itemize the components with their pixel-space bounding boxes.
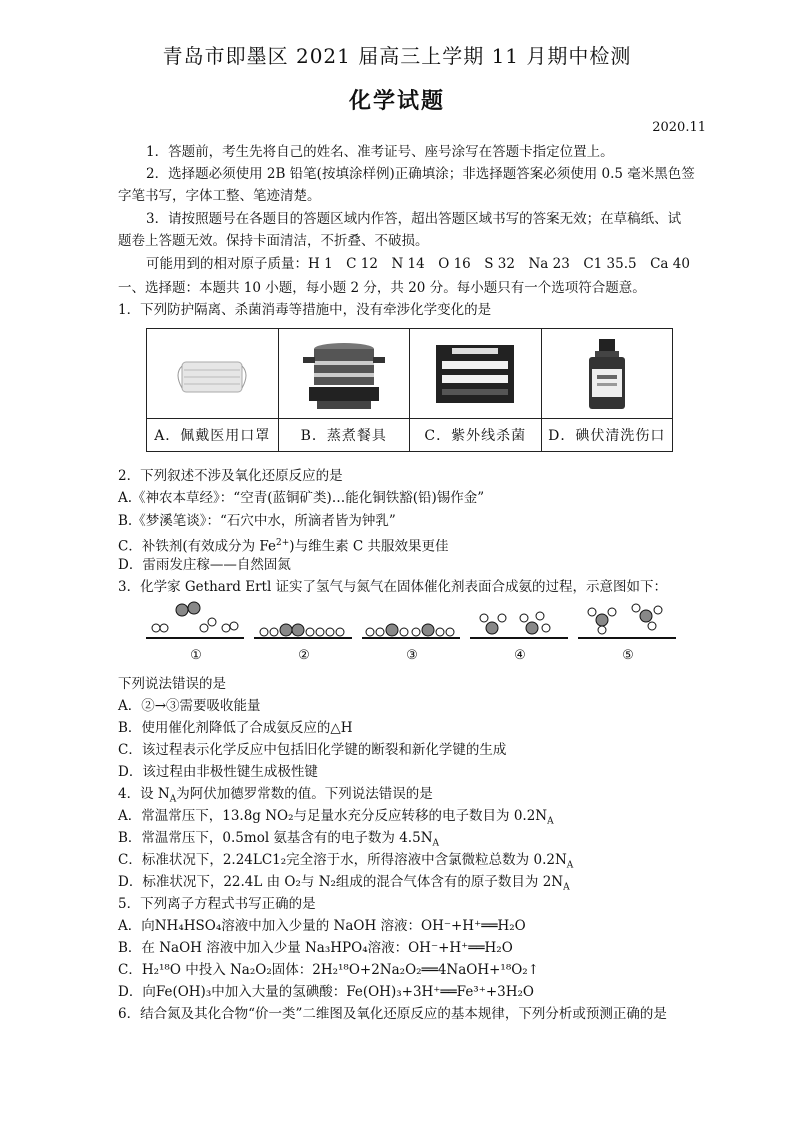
- q4-option-b-text: B．常温常压下，0.5mol 氨基含有的电子数为 4.5N: [118, 830, 433, 846]
- q2-option-c-text1: C．补铁剂(有效成分为 Fe: [118, 538, 277, 555]
- ammonia-synthesis-diagram: [146, 598, 676, 668]
- q4-option-a: [118, 807, 554, 831]
- q1-option-b-cell: [279, 329, 411, 451]
- q3-option-c: C．该过程表示化学反应中包括旧化学键的断裂和新化学键的生成: [118, 742, 507, 758]
- q4-stem-sub: A: [169, 794, 177, 805]
- q1-option-c: C．紫外线杀菌: [410, 418, 541, 451]
- q1-option-d-cell: [542, 329, 673, 451]
- q4-option-d-sub: A: [563, 882, 570, 893]
- diagram-step-5-label: ⑤: [622, 648, 634, 663]
- q4-option-b-sub: A: [432, 838, 440, 849]
- instruction-3-cont: 题卷上答题无效。保持卡面清洁，不折叠、不破损。: [118, 233, 429, 249]
- diagram-step-3: [362, 598, 462, 668]
- q2-option-a: A.《神农本草经》：“空青(蓝铜矿类)…能化铜铁豁(铅)锡作金”: [118, 490, 485, 506]
- q2-option-b: B.《梦溪笔谈》：“石穴中水，所滴者皆为钟乳”: [118, 513, 396, 529]
- instruction-2: 2．选择题必须使用 2B 铅笔(按填涂样例)正确填涂；非选择题答案必须使用 0.5 毫米黑色签: [146, 166, 695, 182]
- q5-stem: 5．下列离子方程式书写正确的是: [118, 896, 316, 912]
- q3-option-a: A．②→③需要吸收能量: [118, 698, 261, 714]
- q2-stem: 2．下列叙述不涉及氧化还原反应的是: [118, 468, 343, 484]
- q4-stem-text1: 4．设 N: [118, 786, 170, 802]
- instruction-3: 3．请按照题号在各题目的答题区域内作答，超出答题区域书写的答案无效；在草稿纸、试: [146, 211, 682, 227]
- diagram-step-5: [578, 598, 678, 668]
- iodophor-bottle-image: [542, 329, 673, 419]
- diagram-step-4-label: ④: [514, 648, 526, 663]
- q4-option-a-sub: A: [547, 816, 554, 827]
- q3-lead: 下列说法错误的是: [118, 676, 226, 692]
- q3-option-b: B．使用催化剂降低了合成氨反应的△H: [118, 720, 353, 736]
- q2-option-c-text2: )与维生素 C 共服效果更佳: [289, 538, 449, 555]
- diagram-step-4: [470, 598, 570, 668]
- q2-option-d: D．雷雨发庄稼——自然固氮: [118, 557, 291, 573]
- q1-options-table: [146, 328, 673, 452]
- instruction-1: 1．答题前，考生先将自己的姓名、准考证号、座号涂写在答题卡指定位置上。: [146, 144, 614, 160]
- q1-option-c-cell: [410, 329, 542, 451]
- q2-option-c-charge: 2+: [276, 538, 290, 548]
- q6-stem: 6．结合氮及其化合物“价一类”二维图及氧化还原反应的基本规律，下列分析或预测正确的是: [118, 1006, 667, 1022]
- section-heading: 一、选择题：本题共 10 小题，每小题 2 分，共 20 分。每小题只有一个选项符合题意。: [118, 280, 646, 296]
- steamer-image: [279, 329, 410, 419]
- q3-option-d: D．该过程由非极性键生成极性键: [118, 764, 318, 780]
- q2-option-c: [118, 534, 448, 556]
- uv-lamp-image: [410, 329, 541, 419]
- q1-option-a: A．佩戴医用口罩: [147, 418, 278, 451]
- diagram-step-1: [146, 598, 246, 668]
- q5-option-c: C．H₂¹⁸O 中投入 Na₂O₂固体：2H₂¹⁸O+2Na₂O₂══4NaOH+¹⁸O₂↑: [118, 962, 540, 978]
- q4-stem: [118, 785, 433, 809]
- q1-stem: 1．下列防护隔离、杀菌消毒等措施中，没有牵涉化学变化的是: [118, 302, 492, 318]
- q4-option-d: [118, 873, 570, 897]
- q5-option-d: D．向Fe(OH)₃中加入大量的氢碘酸：Fe(OH)₃+3H⁺══Fe³⁺+3H₂O: [118, 984, 534, 1000]
- subject-title: 化学试题: [348, 88, 445, 114]
- q4-option-d-text: D．标准状况下，22.4L 由 O₂与 N₂组成的混合气体含有的原子数目为 2N: [118, 874, 564, 890]
- q3-stem: 3．化学家 Gethard Ertl 证实了氢气与氮气在固体催化剂表面合成氨的过程，示意图如下：: [118, 579, 668, 595]
- q5-option-b: B．在 NaOH 溶液中加入少量 Na₃HPO₄溶液：OH⁻+H⁺══H₂O: [118, 940, 513, 956]
- atomic-masses: 可能用到的相对原子质量：H 1 C 12 N 14 O 16 S 32 Na 23 C1 35.5 Ca 40: [146, 256, 690, 272]
- q4-option-c-text: C．标准状况下，2.24LC1₂完全溶于水，所得溶液中含氯微粒总数为 0.2N: [118, 852, 567, 868]
- q4-option-a-text: A．常温常压下，13.8g NO₂与足量水充分反应转移的电子数目为 0.2N: [118, 808, 548, 824]
- diagram-step-3-label: ③: [406, 648, 418, 663]
- q5-option-a: A．向NH₄HSO₄溶液中加入少量的 NaOH 溶液：OH⁻+H⁺══H₂O: [118, 918, 526, 934]
- exam-date: 2020.11: [652, 120, 706, 135]
- instruction-2-cont: 字笔书写，字体工整、笔迹清楚。: [118, 188, 321, 204]
- exam-title: 青岛市即墨区 2021 届高三上学期 11 月期中检测: [162, 44, 632, 68]
- q4-option-c: [118, 851, 573, 875]
- mask-image: [147, 329, 278, 419]
- q4-option-c-sub: A: [566, 860, 574, 871]
- q4-option-b: [118, 829, 439, 853]
- q1-option-a-cell: [147, 329, 279, 451]
- q4-stem-text2: 为阿伏加德罗常数的值。下列说法错误的是: [176, 786, 433, 802]
- q1-option-d: D．碘伏清洗伤口: [542, 418, 673, 451]
- diagram-step-2-label: ②: [298, 648, 310, 663]
- q1-option-b: B．蒸煮餐具: [279, 418, 410, 451]
- diagram-step-1-label: ①: [190, 648, 202, 663]
- diagram-step-2: [254, 598, 354, 668]
